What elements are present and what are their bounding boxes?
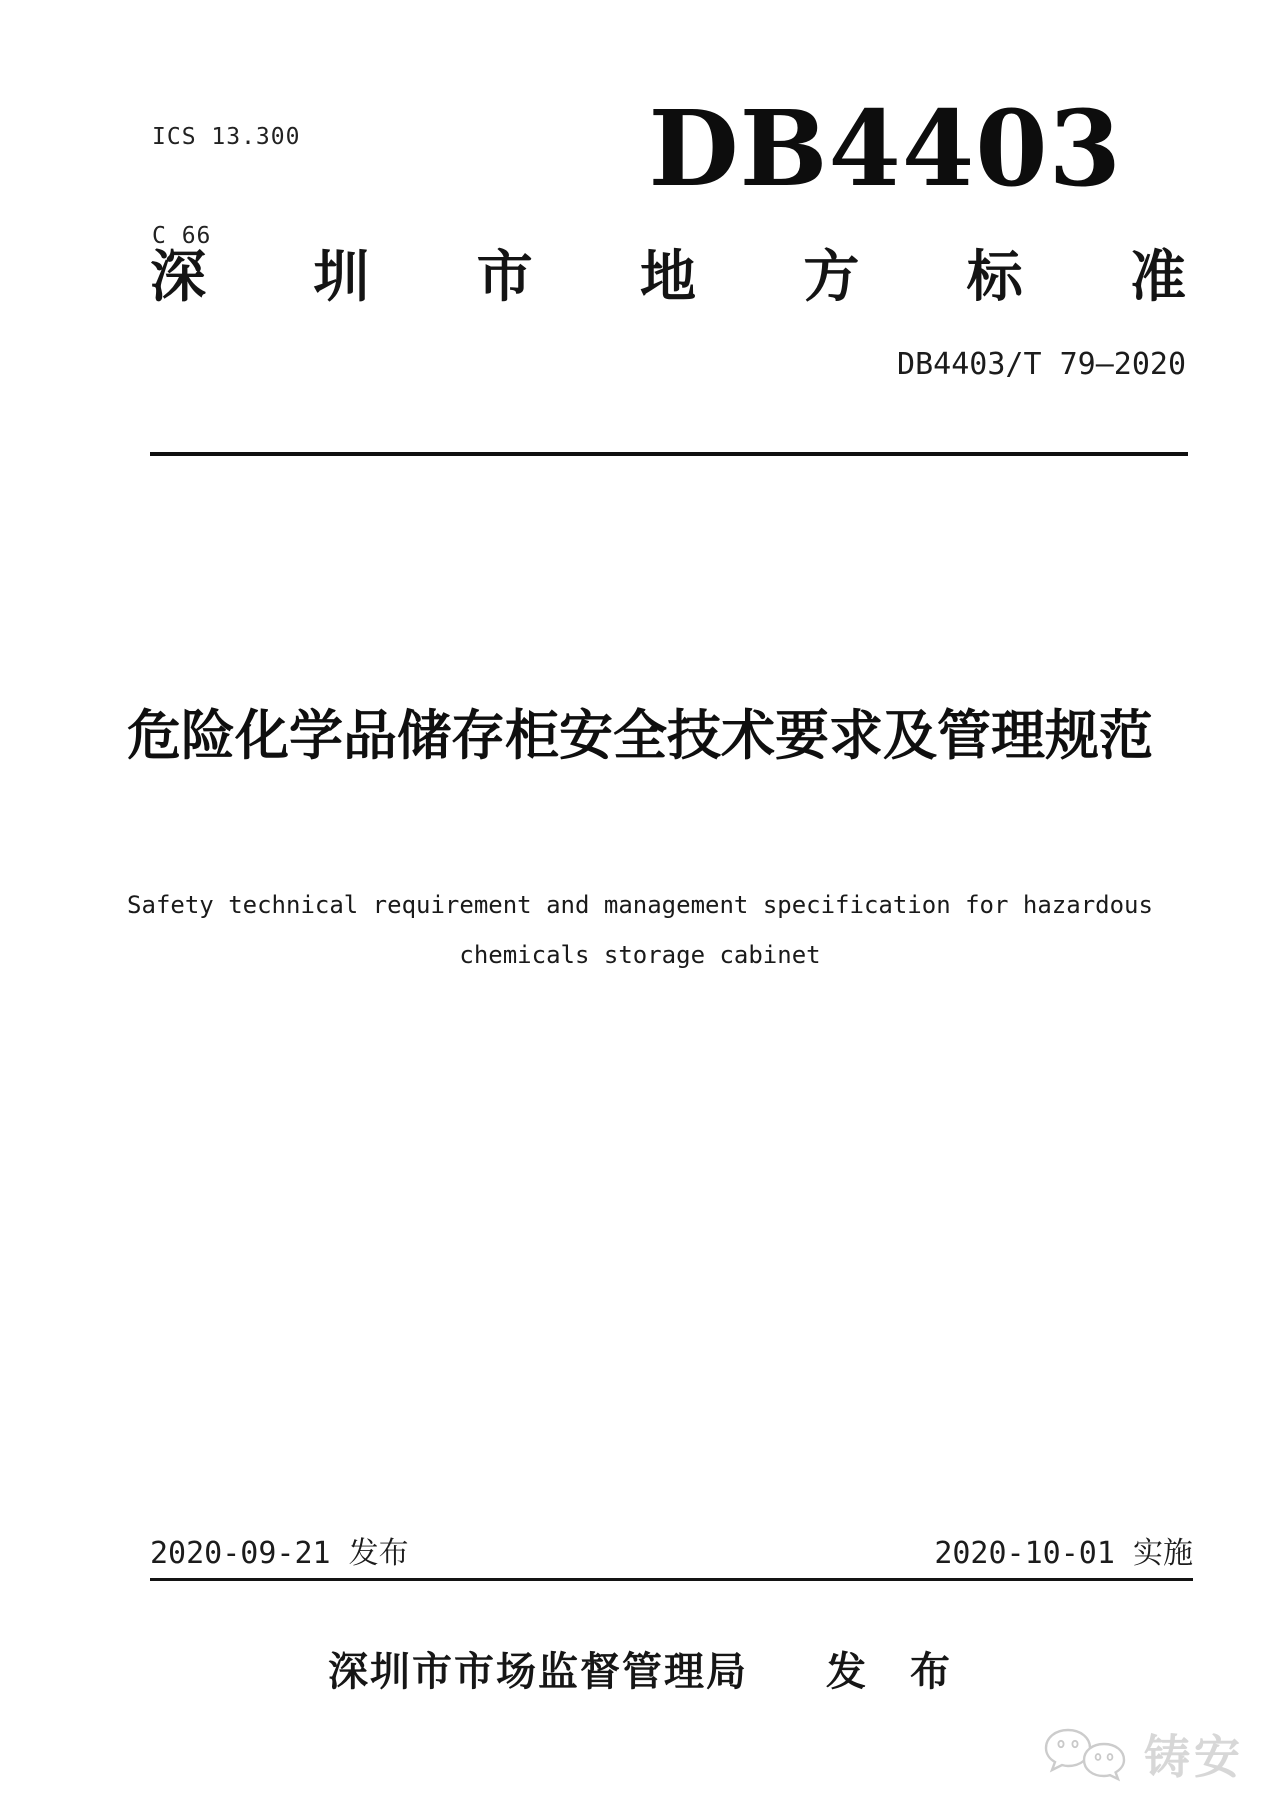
- publish-label: 发 布: [826, 1649, 952, 1695]
- document-title-en-line1: Safety technical requirement and management specification for hazardous: [127, 891, 1153, 919]
- watermark-label: 铸安: [1144, 1730, 1244, 1784]
- issuer-row: [0, 1648, 1280, 1696]
- document-title-en-line2: chemicals storage cabinet: [459, 941, 821, 969]
- standard-name: 深 圳 市 地 方 标 准: [150, 245, 1186, 310]
- watermark: [1042, 1726, 1244, 1788]
- standard-number: DB4403/T 79—2020: [897, 347, 1186, 382]
- dates-row: [150, 1528, 1193, 1581]
- classification-code: C 66: [152, 223, 212, 249]
- implement-date: 2020-10-01 实施: [934, 1536, 1193, 1571]
- ics-code: ICS 13.300: [152, 124, 301, 150]
- document-title-zh: 危险化学品储存柜安全技术要求及管理规范: [127, 704, 1153, 767]
- standard-code-logo: DB4403: [648, 87, 1122, 210]
- header-divider-rule: [150, 452, 1188, 456]
- document-title-en: [70, 880, 1210, 980]
- issue-date: 2020-09-21 发布: [150, 1536, 409, 1571]
- issuer-name: 深圳市市场监督管理局: [328, 1649, 748, 1695]
- chat-bubbles-icon: [1042, 1726, 1134, 1788]
